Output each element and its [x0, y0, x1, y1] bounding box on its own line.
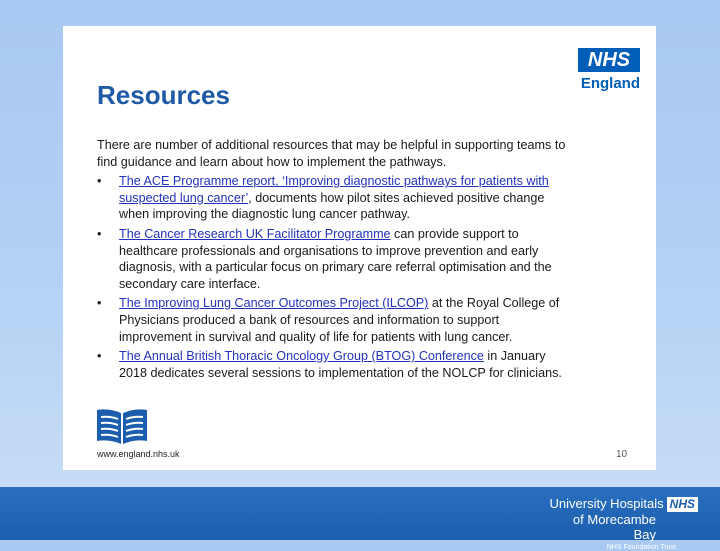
bullet-item [97, 226, 565, 292]
intro-line: There are number of additional resources that may be helpful in supporting teams to [97, 138, 566, 152]
trust-name-line2: of Morecambe Bay [572, 512, 656, 542]
slide [63, 26, 656, 470]
page-number: 10 [616, 449, 628, 460]
bullet-text: , documents how pilot sites achieved positive change [248, 190, 545, 205]
open-book-icon [97, 408, 147, 444]
ilcop-link[interactable]: The Improving Lung Cancer Outcomes Project (ILCOP) [119, 296, 429, 311]
bullet-text: in January [483, 349, 546, 364]
ace-report-link[interactable]: The ACE Programme report, ‘Improving diagnostic pathways for patients with [119, 174, 549, 189]
trust-name-line3: NHS Foundation Trust [606, 544, 676, 551]
bullet: • [97, 226, 102, 241]
nhs-england-logo [576, 48, 640, 92]
bullet: • [97, 296, 102, 311]
intro-line: find guidance and learn about how to implement the pathways. [97, 154, 447, 169]
footer-url: www.england.nhs.uk [97, 449, 180, 459]
trust-nhs-box: NHS [667, 497, 698, 512]
slide-body [97, 137, 565, 381]
bullet-text: improvement in survival and quality of life for patients with lung cancer. [119, 329, 513, 344]
bullet-text: can provide support to [390, 226, 519, 241]
bullet-text: healthcare professionals and organisations to improve prevention and early [119, 243, 539, 258]
bullet-text: at the Royal College of [428, 296, 560, 311]
bullet-text: secondary care interface. [119, 276, 261, 291]
slide-title: Resources [97, 80, 230, 110]
trust-logo [548, 496, 698, 551]
trust-name-line1: University Hospitals [549, 496, 664, 511]
bullet-text: 2018 dedicates several sessions to implementation of the NOLCP for clinicians. [119, 365, 562, 380]
nhs-logo-box: NHS [578, 48, 640, 72]
bullet: • [97, 349, 102, 364]
ace-report-link[interactable]: suspected lung cancer’ [119, 190, 249, 205]
bullet-item [97, 348, 565, 381]
btog-conference-link[interactable]: The Annual British Thoracic Oncology Group (BTOG) Conference [119, 349, 484, 364]
bullet-item [97, 173, 565, 223]
bullet-text: Physicians produced a bank of resources and information to support [119, 312, 500, 327]
bullet-text: diagnosis, with a particular focus on primary care referral optimisation and the [119, 260, 552, 275]
cruk-facilitator-link[interactable]: The Cancer Research UK Facilitator Programme [119, 226, 391, 241]
bullet-text: when improving the diagnostic lung cancer pathway. [119, 207, 410, 222]
bullet-item [97, 295, 565, 345]
bullet: • [97, 174, 102, 189]
nhs-logo-region: England [580, 75, 640, 92]
